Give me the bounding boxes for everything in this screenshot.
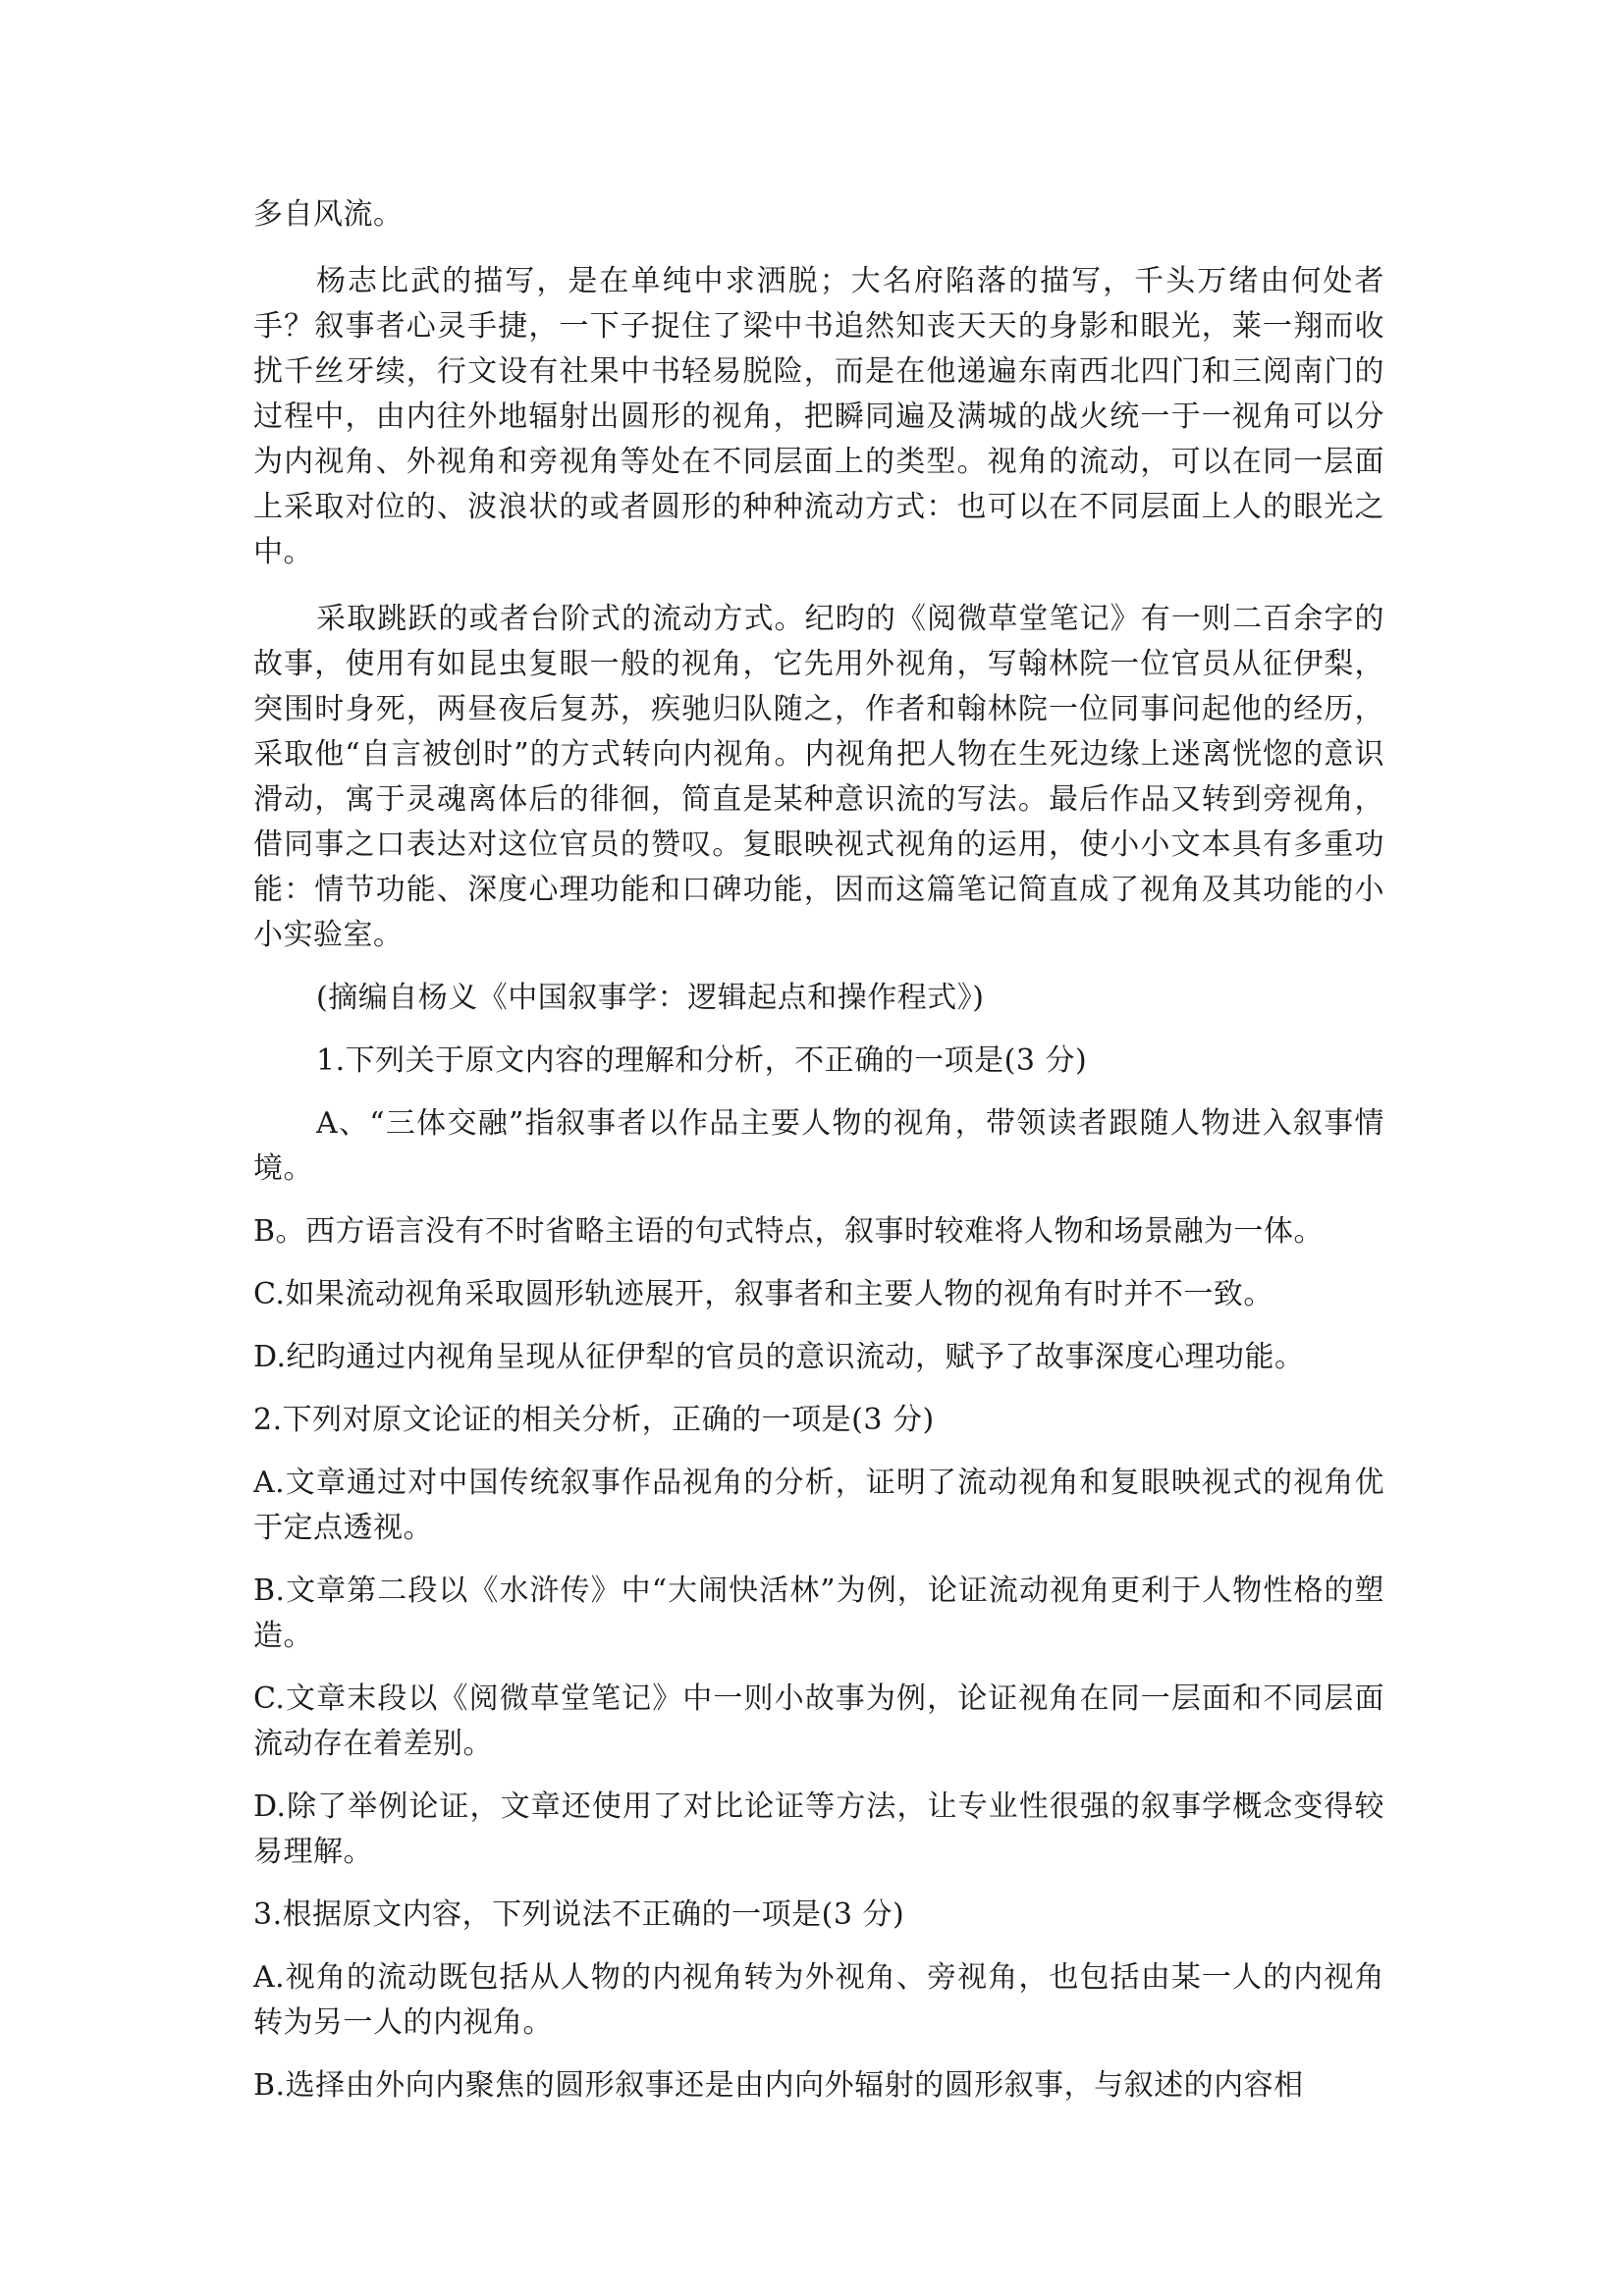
passage-source: (摘编自杨义《中国叙事学：逻辑起点和操作程式》) bbox=[316, 981, 985, 1015]
passage-paragraph-3: 采取跳跃的或者台阶式的流动方式。纪昀的《阅微草堂笔记》有一则二百余字的故事，使用有如昆虫复眼一般的视角，它先用外视角，写翰林院一位官员从征伊梨，突围时身死，两昼夜后复苏，疾驰归队随之，作者和翰林院一位同事问起他的经历，采取他“自言被创时”的方式转向内视角。内视角把人物在生死边缘上迷离恍惚的意识滑动，寓于灵魂离体后的徘徊，简直是某种意识流的写法。最后作品又转到旁视角，借同事之口表达对这位官员的赞叹。复眼映视式视角的运用，使小小文本具有多重功能：情节功能、深度心理功能和口碑功能，因而这篇笔记简直成了视角及其功能的小小实验室。 bbox=[253, 602, 1384, 952]
question-1-option-a: A、“三体交融”指叙事者以作品主要人物的视角，带领读者跟随人物进入叙事情境。 bbox=[253, 1106, 1384, 1186]
question-1-option-b: B。西方语言没有不时省略主语的句式特点，叙事时较难将人物和场景融为一体。 bbox=[253, 1214, 1325, 1249]
question-2-option-b: B.文章第二段以《水浒传》中“大闹快活林”为例，论证流动视角更利于人物性格的塑造。 bbox=[253, 1574, 1384, 1653]
question-2-option-a: A.文章通过对中国传统叙事作品视角的分析，证明了流动视角和复眼映视式的视角优于定点透视。 bbox=[253, 1466, 1384, 1545]
question-1-option-c: C.如果流动视角采取圆形轨迹展开，叙事者和主要人物的视角有时并不一致。 bbox=[253, 1277, 1273, 1311]
page-content bbox=[253, 192, 1384, 2109]
question-2-option-c: C.文章末段以《阅微草堂笔记》中一则小故事为例，论证视角在同一层面和不同层面流动存在着差别。 bbox=[253, 1682, 1384, 1761]
question-3-stem: 3.根据原文内容，下列说法不正确的一项是(3 分) bbox=[253, 1897, 905, 1932]
passage-fragment: 多自风流。 bbox=[253, 197, 404, 232]
question-2-option-d: D.除了举例论证，文章还使用了对比论证等方法，让专业性很强的叙事学概念变得较易理解。 bbox=[253, 1789, 1384, 1869]
question-3-option-b: B.选择由外向内聚焦的圆形叙事还是由内向外辐射的圆形叙事，与叙述的内容相 bbox=[253, 2068, 1304, 2103]
question-3-option-a: A.视角的流动既包括从人物的内视角转为外视角、旁视角，也包括由某一人的内视角转为另一人的内视角。 bbox=[253, 1960, 1384, 2040]
question-1-stem: 1.下列关于原文内容的理解和分析，不正确的一项是(3 分) bbox=[316, 1043, 1088, 1078]
passage-paragraph-2: 杨志比武的描写，是在单纯中求洒脱；大名府陷落的描写，千头万绪由何处者手？叙事者心灵手捷，一下子捉住了梁中书追然知丧天天的身影和眼光，莱一翔而收扰千丝牙续，行文设有社果中书轻易脱险，而是在他递遍东南西北四门和三阅南门的过程中，由内往外地辐射出圆形的视角，把瞬同遍及满城的战火统一于一视角可以分为内视角、外视角和旁视角等处在不同层面上的类型。视角的流动，可以在同一层面上采取对位的、波浪状的或者圆形的种种流动方式：也可以在不同层面上人的眼光之中。 bbox=[253, 264, 1384, 569]
question-2-stem: 2.下列对原文论证的相关分析，正确的一项是(3 分) bbox=[253, 1403, 935, 1437]
question-1-option-d: D.纪昀通过内视角呈现从征伊犁的官员的意识流动，赋予了故事深度心理功能。 bbox=[253, 1340, 1305, 1374]
